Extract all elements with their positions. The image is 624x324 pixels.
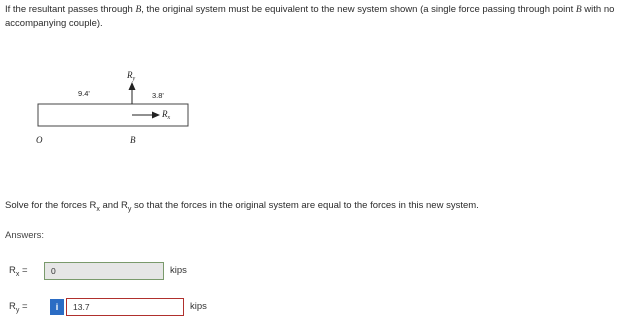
ry-label: $R_y$ [127, 70, 136, 82]
ry-answer-row [0, 296, 624, 318]
problem-statement: If the resultant passes through B, the original system must be equivalent to the new system shown (a single force passing through point B with no accompanying couple). [5, 4, 615, 29]
rx-unit: kips [170, 265, 187, 276]
point-o-label: O [36, 135, 43, 145]
point-b-ref: B [575, 5, 582, 15]
rx-answer-row [0, 260, 624, 282]
ry-field-label: $R_y$ = [9, 301, 28, 314]
dimension-left: 9.4' [78, 89, 90, 98]
ry-answer-input[interactable]: 13.7 [66, 298, 184, 316]
answers-label: Answers: [5, 230, 45, 241]
rx-field-label: $R_x$ = [9, 265, 28, 278]
point-b-ref: B [135, 5, 142, 15]
rx-answer-input[interactable]: 0 [44, 262, 164, 280]
point-b-label: B [130, 135, 136, 145]
ry-unit: kips [190, 301, 207, 312]
ry-arrow-head [129, 82, 136, 90]
dimension-right: 3.8' [152, 91, 164, 100]
solve-instruction: Solve for the forces $R_x$ and $R_y$ so that the forces in the original system are equal to the forces in this new system. [5, 200, 479, 213]
info-icon[interactable]: i [50, 299, 64, 315]
beam-diagram [0, 60, 260, 160]
rx-label: $R_x$ [162, 109, 171, 121]
